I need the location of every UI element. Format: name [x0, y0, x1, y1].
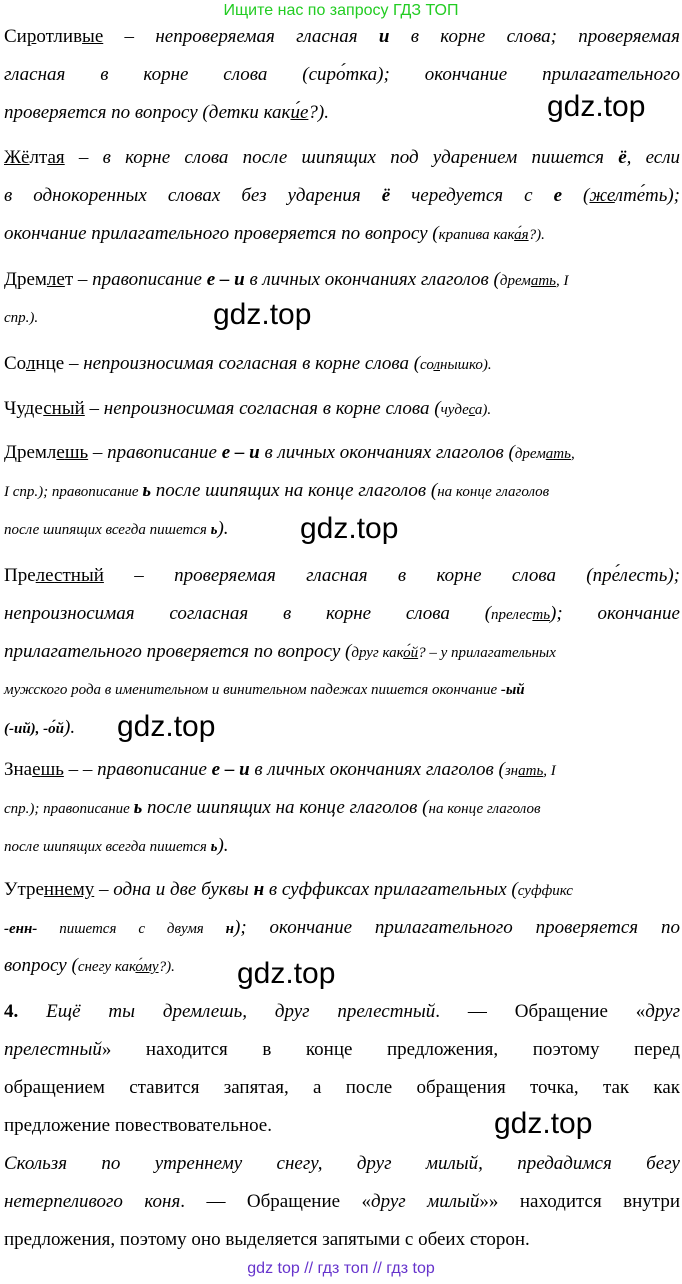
- explanation: . — Обращение «: [435, 1001, 646, 1022]
- bold-suffix: -енн-: [4, 921, 38, 937]
- entry-line: [4, 56, 680, 94]
- example: пишется с двумя: [37, 921, 226, 937]
- underlined-ending: а́я: [514, 227, 529, 243]
- explanation: после шипящих на конце глаголов (: [142, 797, 429, 818]
- entry-solntse: [4, 345, 680, 383]
- example: прелес: [491, 607, 533, 623]
- entry-chudesny: [4, 390, 680, 428]
- bold-letter: ь: [210, 522, 218, 538]
- bold-letter: ь: [133, 797, 143, 818]
- explanation: после шипящих на конце глаголов (: [151, 480, 438, 501]
- word-part: р: [26, 26, 37, 47]
- example: , I: [555, 273, 569, 289]
- explanation: прилагательного проверяется по вопросу (: [4, 641, 352, 662]
- explanation: – в корне слова после шипящих под ударением пишется: [64, 147, 619, 168]
- entry-line: [4, 909, 680, 947]
- explanation: – правописание: [88, 442, 222, 463]
- word-part: ё: [21, 147, 30, 168]
- word-part: Пре: [4, 565, 36, 586]
- entry-line: [4, 595, 680, 633]
- example: дрем: [499, 273, 531, 289]
- bold-letters: е – и: [221, 442, 260, 463]
- explanation: в однокоренных словах без ударения: [4, 185, 382, 206]
- watermark: gdz.top: [547, 90, 646, 123]
- word-part: ая: [47, 147, 65, 168]
- example: после шипящих всегда пишется: [4, 839, 211, 855]
- entry-word: [4, 759, 64, 780]
- explanation: ).: [217, 835, 229, 856]
- word-part: ле: [46, 269, 65, 290]
- explanation: – правописание: [73, 269, 207, 290]
- explanation: ?).: [308, 102, 329, 123]
- example: на конце глаголов: [428, 801, 541, 817]
- entry-word: [4, 879, 94, 900]
- underlined-letter: с: [468, 402, 475, 418]
- word-part: е: [56, 442, 65, 463]
- underlined-letters: ть: [532, 607, 551, 623]
- word-part: шь: [40, 759, 64, 780]
- entry-line: [4, 789, 680, 827]
- bold-letter: ё: [618, 147, 627, 168]
- entry-line: [4, 947, 680, 985]
- word-part: ые: [82, 26, 104, 47]
- explanation: – непроизносимая согласная в корне слова (: [84, 398, 441, 419]
- word-part: Зна: [4, 759, 33, 780]
- word-part: Со: [4, 353, 26, 374]
- underlined-ending: о́му: [135, 959, 159, 975]
- quote: друг: [645, 1001, 681, 1022]
- word-part: Си: [4, 26, 27, 47]
- explanation: непроизносимая согласная в корне слова (: [4, 603, 492, 624]
- entry-zheltaya: [4, 139, 680, 253]
- task-number: 4.: [4, 1001, 19, 1022]
- word-part: ему: [64, 879, 95, 900]
- explanation: чередуется с: [390, 185, 554, 206]
- bold-ending: (-ий), -о́й: [4, 721, 65, 737]
- example: спр.); правописание: [4, 801, 134, 817]
- entry-word: [4, 269, 73, 290]
- explanation: проверяется по вопросу (детки как: [4, 102, 291, 123]
- explanation: предложения, поэтому оно выделяется запятыми с обеих сторон.: [4, 1229, 530, 1250]
- entry-line: [4, 139, 680, 177]
- entry-line: [4, 345, 680, 383]
- bold-letter: ь: [142, 480, 152, 501]
- explanation: в корне слова; проверяемая: [389, 26, 680, 47]
- task-line: [4, 993, 680, 1031]
- bold-letter: е: [553, 185, 563, 206]
- watermark: gdz.top: [494, 1107, 593, 1140]
- explanation: вопросу (: [4, 955, 78, 976]
- watermark: gdz.top: [213, 298, 312, 331]
- entry-line: [4, 472, 680, 510]
- quote: прелестный: [4, 1039, 102, 1060]
- example: I спр.); правописание: [4, 484, 143, 500]
- explanation: , если: [626, 147, 681, 168]
- explanation: – непроизносимая согласная в корне слова (: [64, 353, 421, 374]
- explanation: – проверяемая гласная в корне слова (пре́лесть);: [103, 565, 680, 586]
- entry-line: [4, 299, 680, 337]
- entry-line: [4, 871, 680, 909]
- entry-line: [4, 751, 680, 789]
- bold-letter: ё: [381, 185, 391, 206]
- underlined-suffix: ать: [530, 273, 556, 289]
- entry-word: [4, 398, 85, 419]
- word-part: отлив: [36, 26, 83, 47]
- explanation: . — Обращение «: [180, 1191, 371, 1212]
- underlined-letter: л: [433, 357, 441, 373]
- quote: Ещё ты дремлешь, друг прелестный: [18, 1001, 436, 1022]
- example: ,: [570, 446, 575, 462]
- entry-dremlet: [4, 261, 680, 337]
- explanation: – непроверяемая гласная: [103, 26, 379, 47]
- example: ? – у прилагательных: [418, 645, 556, 661]
- entry-word: [4, 565, 104, 586]
- underlined-suffix: ать: [545, 446, 571, 462]
- word-part: Ж: [4, 147, 22, 168]
- explanation: в личных окончаниях глаголов (: [259, 442, 515, 463]
- example: после шипящих всегда пишется: [4, 522, 211, 538]
- entry-line: [4, 709, 680, 747]
- word-part: е: [32, 759, 41, 780]
- footer-links[interactable]: gdz top // гдз топ // гдз top: [247, 1260, 435, 1277]
- example: крапива как: [438, 227, 515, 243]
- word-part: Дрем: [4, 269, 47, 290]
- example: со: [420, 357, 434, 373]
- word-part: лт: [29, 147, 48, 168]
- entry-utrennemu: [4, 871, 680, 985]
- explanation: ).: [64, 717, 76, 738]
- explanation: – одна и две буквы: [94, 879, 254, 900]
- explanation: » находится в конце предложения, поэтому перед: [101, 1039, 680, 1060]
- word-part: Чуде: [4, 398, 44, 419]
- explanation: в личных окончаниях глаголов (: [244, 269, 500, 290]
- underlined-ending: и́е: [290, 102, 309, 123]
- entry-line: [4, 434, 680, 472]
- explanation: (: [562, 185, 590, 206]
- example: нышко).: [440, 357, 492, 373]
- entry-word: [4, 353, 64, 374]
- entry-line: [4, 390, 680, 428]
- word-part: стн: [54, 565, 81, 586]
- word-part: нце: [35, 353, 65, 374]
- example: спр.).: [4, 310, 39, 326]
- entry-line: [4, 557, 680, 595]
- explanation: ); окончание прилагательного проверяется по: [234, 917, 680, 938]
- entry-word: [4, 147, 65, 168]
- word-part: л: [25, 353, 36, 374]
- bold-letters: е – и: [206, 269, 245, 290]
- example: ?).: [158, 959, 175, 975]
- entry-line: [4, 18, 680, 56]
- bold-letter: и: [378, 26, 390, 47]
- word-part: ле: [35, 565, 55, 586]
- entry-znaesh: [4, 751, 680, 865]
- example: чуде: [440, 402, 469, 418]
- word-part: Утре: [4, 879, 44, 900]
- example: зн: [504, 763, 519, 779]
- entry-line: [4, 261, 680, 299]
- entry-line: [4, 215, 680, 253]
- word-part: нн: [43, 879, 65, 900]
- explanation: ).: [217, 518, 229, 539]
- entry-line: [4, 633, 680, 671]
- bold-letter: ь: [210, 839, 218, 855]
- task-line: [4, 1145, 680, 1183]
- example: , I: [543, 763, 556, 779]
- watermark: gdz.top: [117, 710, 216, 743]
- underlined-ending: о́й: [403, 645, 419, 661]
- task-line: [4, 1031, 680, 1069]
- example: на конце глаголов: [437, 484, 550, 500]
- word-part: Дремл: [4, 442, 57, 463]
- watermark: gdz.top: [237, 957, 336, 990]
- bold-letter: н: [225, 921, 234, 937]
- example: мужского рода в именительном и винительном падежах пишется окончание: [4, 682, 501, 698]
- explanation: окончание прилагательного проверяется по вопросу (: [4, 223, 439, 244]
- bold-letters: е – и: [211, 759, 250, 780]
- search-banner[interactable]: Ищите нас по запросу ГДЗ ТОП: [223, 2, 459, 19]
- explanation: предложение повествовательное.: [4, 1115, 272, 1136]
- quote: нетерпеливого коня: [4, 1191, 181, 1212]
- explanation: »» находится внутри: [479, 1191, 681, 1212]
- underlined-suffix: ать: [518, 763, 544, 779]
- underlined-root: же: [589, 185, 615, 206]
- word-part: т: [64, 269, 74, 290]
- bold-letter: н: [253, 879, 265, 900]
- explanation: ); окончание: [550, 603, 680, 624]
- example: дрем: [514, 446, 546, 462]
- entry-word: [4, 26, 103, 47]
- example: ?).: [528, 227, 545, 243]
- quote: друг милый: [371, 1191, 480, 1212]
- task-line: [4, 1221, 680, 1259]
- example: друг как: [351, 645, 404, 661]
- explanation: в личных окончаниях глаголов (: [249, 759, 505, 780]
- bold-ending: -ый: [500, 682, 525, 698]
- entry-line: [4, 177, 680, 215]
- example: снегу как: [77, 959, 136, 975]
- task-line: [4, 1069, 680, 1107]
- explanation: гласная в корне слова (сиро́тка); окончание прилагательного: [4, 64, 680, 85]
- word-part: шь: [64, 442, 89, 463]
- entry-line: [4, 827, 680, 865]
- task-line: [4, 1183, 680, 1221]
- quote: Скользя по утреннему снегу, друг милый, предадимся бегу: [4, 1153, 680, 1174]
- explanation: в суффиксах прилагательных (: [264, 879, 518, 900]
- entry-prelestny: [4, 557, 680, 747]
- watermark: gdz.top: [300, 512, 399, 545]
- explanation: лте́ть);: [614, 185, 680, 206]
- entry-line: [4, 671, 680, 709]
- explanation: – – правописание: [63, 759, 212, 780]
- example: а).: [474, 402, 492, 418]
- word-part: ый: [80, 565, 104, 586]
- example: суффикс: [517, 883, 573, 899]
- word-part: сный: [43, 398, 85, 419]
- entry-word: [4, 442, 88, 463]
- explanation: обращением ставится запятая, а после обращения точка, так как: [4, 1077, 680, 1098]
